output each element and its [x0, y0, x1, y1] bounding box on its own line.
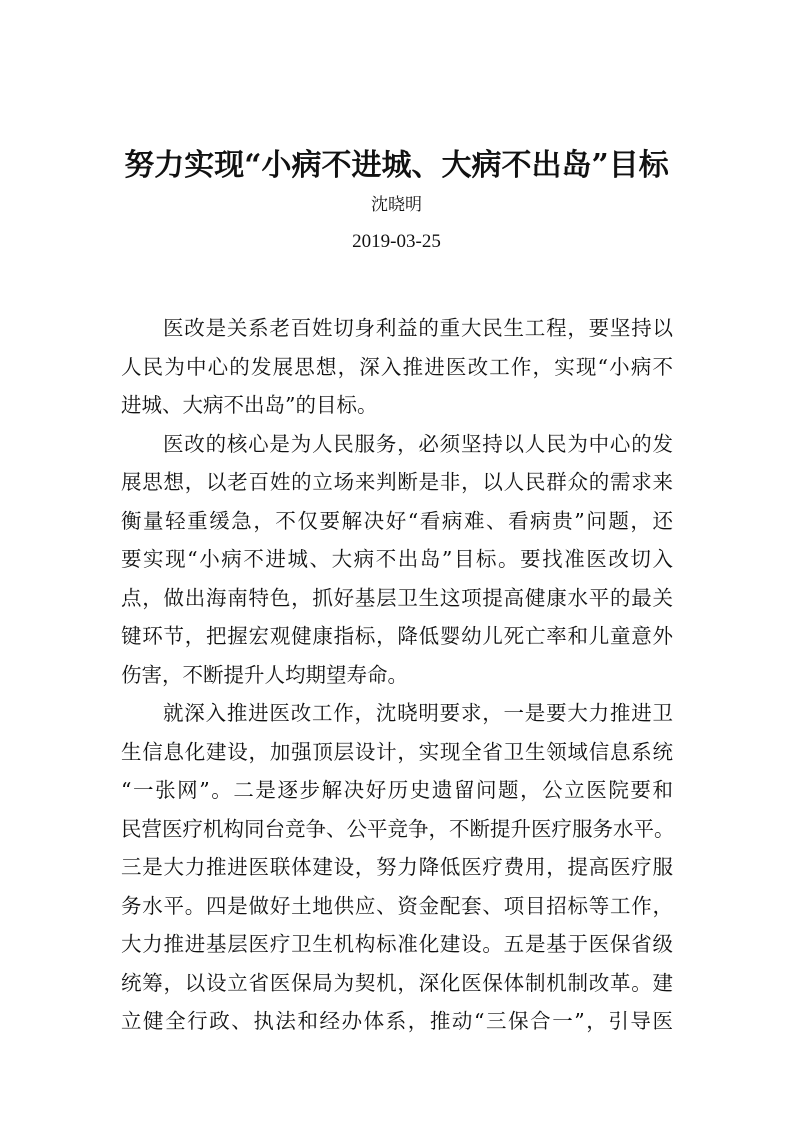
text-line: 伤害，不断提升人均期望寿命。: [121, 662, 408, 687]
text-line: 人民为中心的发展思想，深入推进医改工作，实现“小病不: [121, 354, 673, 379]
text-line: 衡量轻重缓急，不仅要解决好“看病难、看病贵”问题，还: [121, 508, 673, 533]
text-line: 民营医疗机构同台竞争、公平竞争，不断提升医疗服务水平。: [121, 816, 675, 841]
paragraph-3: [121, 699, 673, 1046]
paragraph-1: [121, 314, 673, 430]
article-date: 2019-03-25: [352, 231, 441, 252]
text-line: 键环节，把握宏观健康指标，降低婴幼儿死亡率和儿童意外: [121, 624, 673, 648]
text-line: 医改的核心是为人民服务，必须坚持以人民为中心的发: [163, 431, 673, 456]
text-line: 进城、大病不出岛”的目标。: [121, 393, 378, 417]
text-line: 展思想，以老百姓的立场来判断是非，以人民群众的需求来: [121, 470, 673, 494]
text-line: 要实现“小病不进城、大病不出岛”目标。要找准医改切入: [121, 547, 673, 571]
text-line: 立健全行政、执法和经办体系，推动“三保合一”，引导医: [121, 1009, 673, 1033]
text-line: 生信息化建设，加强顶层设计，实现全省卫生领域信息系统: [121, 739, 673, 764]
article-author: 沈晓明: [371, 195, 422, 215]
article-title: 努力实现“小病不进城、大病不出岛”目标: [124, 148, 669, 183]
text-line: 大力推进基层医疗卫生机构标准化建设。五是基于医保省级: [121, 932, 673, 956]
text-line: 统筹，以设立省医保局为契机，深化医保体制机制改革。建: [121, 970, 673, 995]
text-line: “一张网”。二是逐步解决好历史遗留问题，公立医院要和: [121, 778, 673, 802]
text-line: 医改是关系老百姓切身利益的重大民生工程，要坚持以: [163, 316, 673, 340]
text-line: 务水平。四是做好土地供应、资金配套、项目招标等工作，: [121, 893, 673, 918]
paragraph-2: [121, 430, 673, 700]
text-line: 点，做出海南特色，抓好基层卫生这项提高健康水平的最关: [121, 585, 673, 610]
text-line: 就深入推进医改工作，沈晓明要求，一是要大力推进卫: [163, 701, 673, 725]
text-line: 三是大力推进医联体建设，努力降低医疗费用，提高医疗服: [121, 855, 673, 879]
article-body: [121, 314, 673, 1046]
